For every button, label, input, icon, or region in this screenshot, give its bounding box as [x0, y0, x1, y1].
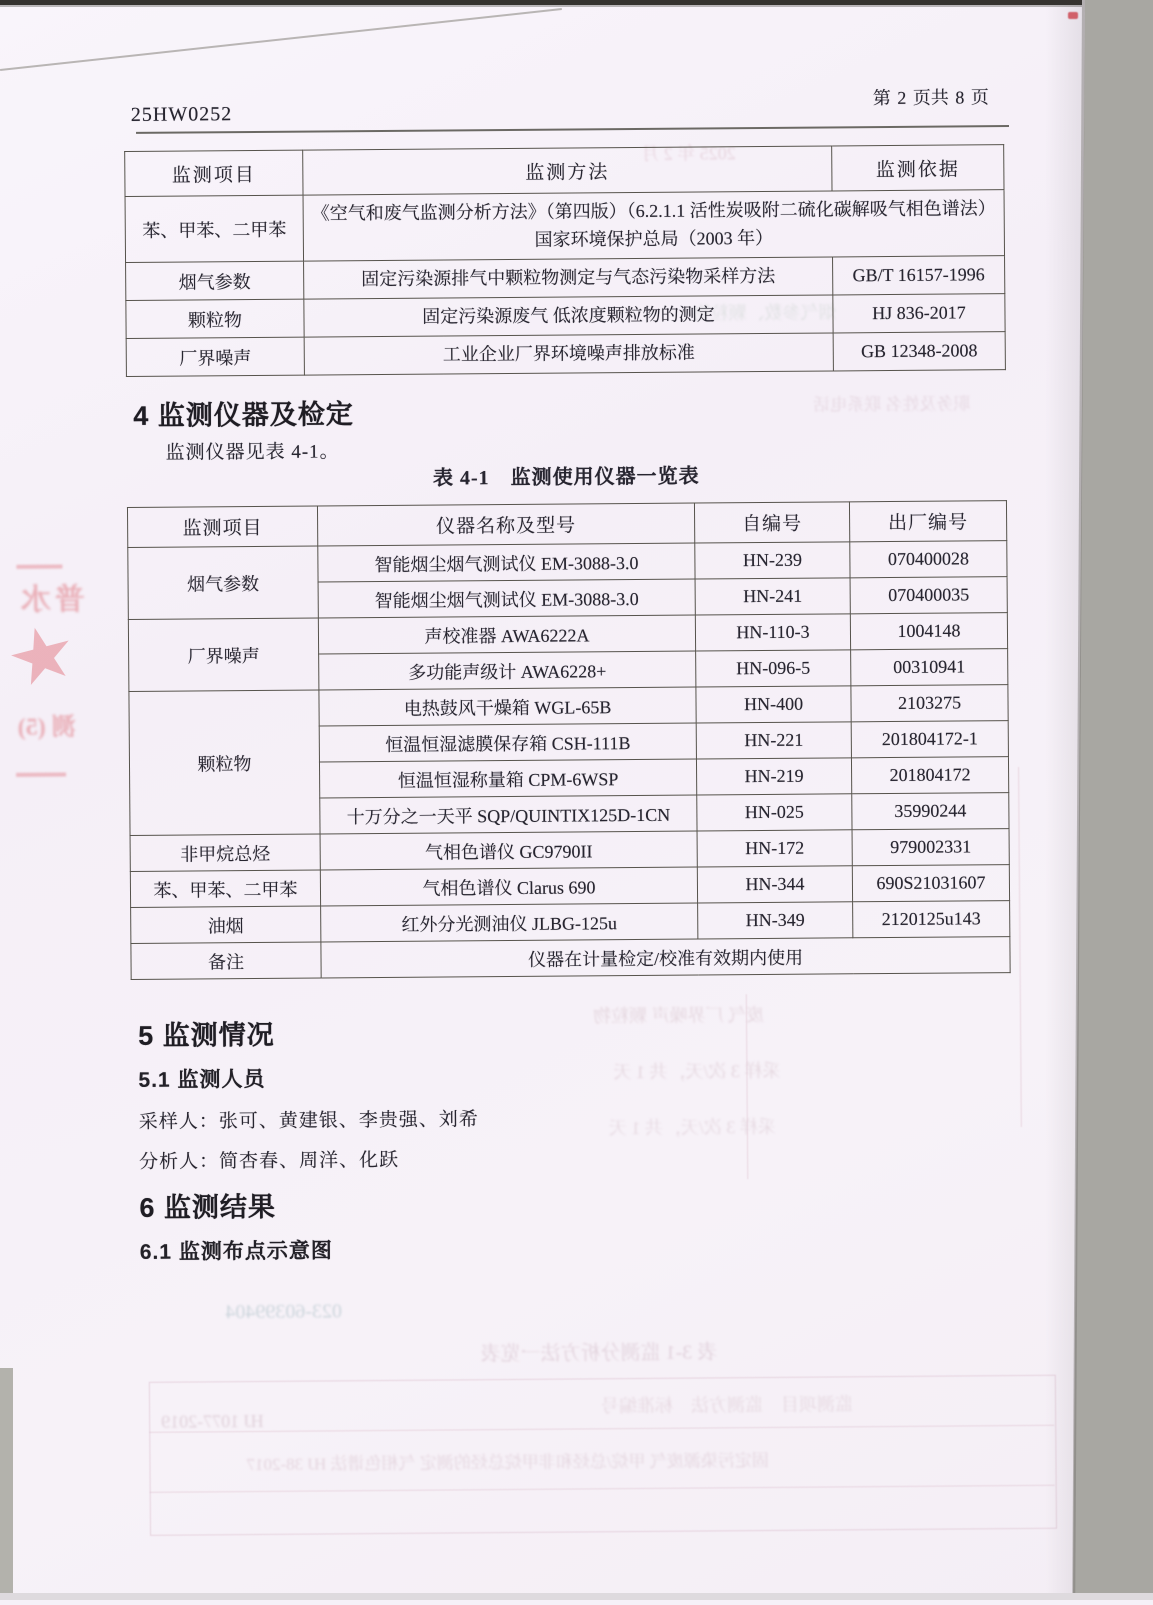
instrument-item-cell: 非甲烷总烃 [130, 834, 320, 871]
instrument-name-cell: 电热鼓风干燥箱 WGL-65B [319, 687, 696, 726]
scanner-background-bottom-left [0, 1368, 13, 1600]
scanner-background-right [1073, 0, 1153, 1600]
section-6-1-heading: 6.1 监测布点示意图 [139, 1239, 333, 1264]
bleed-through-text: 表 3-1 监测分析方法一览表 [480, 1341, 718, 1366]
instrument-name-cell: 多功能声级计 AWA6228+ [319, 651, 696, 690]
document-number: 25HW0252 [130, 103, 233, 126]
instrument-selfno-cell: HN-025 [697, 794, 852, 831]
bleed-through-text: 采样 3 次/天，共 1 天 [613, 1060, 781, 1083]
instrument-factoryno-cell: 201804172 [851, 757, 1008, 794]
instrument-item-cell: 厂界噪声 [128, 618, 319, 691]
scanner-bottom-edge [0, 1593, 1153, 1600]
note-label-cell: 备注 [131, 942, 321, 979]
method-item-cell: 厂界噪声 [126, 337, 304, 376]
instrument-table-body [128, 541, 1010, 980]
analyst-line: 分析人：简杏春、周洋、化跃 [139, 1149, 400, 1173]
instrument-item-cell: 烟气参数 [128, 546, 319, 619]
instrument-selfno-cell: HN-349 [698, 902, 853, 939]
instrument-header-item: 监测项目 [127, 506, 317, 547]
instrument-selfno-cell: HN-344 [697, 866, 852, 903]
instrument-selfno-cell: HN-096-5 [696, 650, 851, 687]
stamp-characters-bottom: 测 (5) [17, 714, 76, 741]
instrument-name-cell: 智能烟尘烟气测试仪 EM-3088-3.0 [318, 579, 695, 618]
section-6-heading: 6 监测结果 [139, 1191, 277, 1223]
stamp-characters-top: 普水 [16, 583, 85, 617]
instrument-factoryno-cell: 00310941 [851, 649, 1008, 686]
instrument-name-cell: 十万分之一天平 SQP/QUINTIX125D-1CN [320, 795, 697, 834]
instrument-name-cell: 声校准器 AWA6222A [318, 615, 695, 654]
method-item-cell: 颗粒物 [126, 299, 304, 338]
instrument-name-cell: 红外分光测油仪 JLBG-125u [321, 903, 698, 942]
method-header-method: 监测方法 [303, 146, 832, 195]
instrument-name-cell: 气相色谱仪 GC9790II [320, 831, 697, 870]
method-method-cell: 固定污染源排气中颗粒物测定与气态污染物采样方法 [304, 257, 833, 299]
ghost-column-line [1018, 767, 1022, 1127]
note-text-cell: 仪器在计量检定/校准有效期内使用 [321, 937, 1010, 978]
section-4-heading: 4 监测仪器及检定 [133, 399, 354, 431]
method-table-row [126, 332, 1005, 377]
bleed-through-text: 废气 厂界噪声 颗粒物 [592, 1005, 765, 1027]
instrument-name-cell: 恒温恒湿称量箱 CPM-6WSP [319, 759, 696, 798]
instrument-factoryno-cell: 2120125u143 [853, 901, 1010, 938]
method-table [124, 144, 1006, 377]
method-table-header-row [125, 145, 1004, 197]
method-item-cell: 烟气参数 [126, 261, 304, 300]
instrument-item-cell: 颗粒物 [129, 690, 320, 835]
instrument-name-cell: 气相色谱仪 Clarus 690 [320, 867, 697, 906]
instrument-table-caption: 表 4-1 监测使用仪器一览表 [432, 465, 700, 490]
method-header-item: 监测项目 [125, 150, 303, 196]
instrument-header-name: 仪器名称及型号 [317, 503, 694, 546]
instrument-selfno-cell: HN-110-3 [695, 614, 850, 651]
instrument-factoryno-cell: 070400035 [850, 577, 1007, 614]
section-5-heading: 5 监测情况 [138, 1019, 275, 1051]
instrument-header-factoryno: 出厂编号 [849, 501, 1006, 542]
instrument-selfno-cell: HN-221 [696, 722, 851, 759]
method-table-row [125, 190, 1004, 263]
instrument-factoryno-cell: 070400028 [850, 541, 1007, 578]
instrument-table-note-row [131, 937, 1010, 980]
method-method-cell: 工业企业厂界环境噪声排放标准 [304, 333, 833, 375]
method-header-basis: 监测依据 [832, 145, 1004, 191]
red-star-stamp [5, 620, 80, 694]
bleed-through-text: 烟气参数、颗粒物 [692, 302, 837, 324]
sampler-line: 采样人：张可、黄建银、李贵强、刘希 [138, 1109, 479, 1133]
instrument-item-cell: 油烟 [131, 906, 321, 943]
instrument-table [127, 500, 1011, 980]
bleed-through-text: 固定污染源废气 甲烷/总烃和非甲烷总烃的测定 气相色谱法 HJ 38-2017 [246, 1450, 769, 1475]
method-basis-cell: HJ 836-2017 [833, 294, 1005, 333]
bleed-through-text: 监测项目 监测方法 标准编号 [600, 1394, 854, 1417]
instrument-selfno-cell: HN-400 [696, 686, 851, 723]
instrument-name-cell: 恒温恒湿滤膜保存箱 CSH-111B [319, 723, 696, 762]
instrument-factoryno-cell: 35990244 [852, 793, 1009, 830]
method-basis-cell: GB/T 16157-1996 [833, 256, 1005, 295]
instrument-factoryno-cell: 201804172-1 [851, 721, 1008, 758]
method-item-cell: 苯、甲苯、二甲苯 [125, 195, 304, 262]
instrument-factoryno-cell: 979002331 [852, 829, 1009, 866]
bleed-through-text: 职务及姓名 联系电话 [813, 394, 971, 415]
instrument-factoryno-cell: 2103275 [851, 685, 1008, 722]
scanner-top-edge-shadow [0, 5, 1082, 7]
red-ink-speck [1068, 12, 1078, 19]
section-4-intro: 监测仪器见表 4-1。 [165, 441, 340, 464]
method-method-cell: 《空气和废气监测分析方法》（第四版）（6.2.1.1 活性炭吸附二硫化碳解吸气相色谱法）国家环境保护总局（2003 年） [303, 190, 1004, 262]
instrument-factoryno-cell: 1004148 [850, 613, 1007, 650]
method-method-cell: 固定污染源废气 低浓度颗粒物的测定 [304, 295, 833, 337]
stamp-border-top [16, 565, 62, 569]
header-rule [136, 125, 1009, 134]
bleed-through-text: HJ 1077-2019 [161, 1410, 264, 1432]
method-basis-cell: GB 12348-2008 [833, 332, 1005, 371]
instrument-name-cell: 智能烟尘烟气测试仪 EM-3088-3.0 [318, 543, 695, 582]
section-5-1-heading: 5.1 监测人员 [138, 1067, 266, 1092]
instrument-selfno-cell: HN-241 [695, 578, 850, 615]
bleed-through-text: 023-60399404 [225, 1300, 343, 1324]
bleed-through-text: 采样 3 次/天，共 1 天 [608, 1116, 776, 1139]
instrument-selfno-cell: HN-172 [697, 830, 852, 867]
page-indicator: 第 2 页共 8 页 [872, 87, 989, 109]
instrument-selfno-cell: HN-239 [695, 542, 850, 579]
instrument-selfno-cell: HN-219 [696, 758, 851, 795]
instrument-header-selfno: 自编号 [694, 502, 849, 543]
instrument-item-cell: 苯、甲苯、二甲苯 [130, 870, 320, 907]
method-table-body [125, 190, 1005, 377]
instrument-table-header-row [127, 501, 1006, 548]
instrument-factoryno-cell: 690S21031607 [852, 865, 1009, 902]
stamp-border-bottom [16, 772, 66, 776]
bleed-through-text: 2025 年 2 月 [641, 143, 736, 164]
